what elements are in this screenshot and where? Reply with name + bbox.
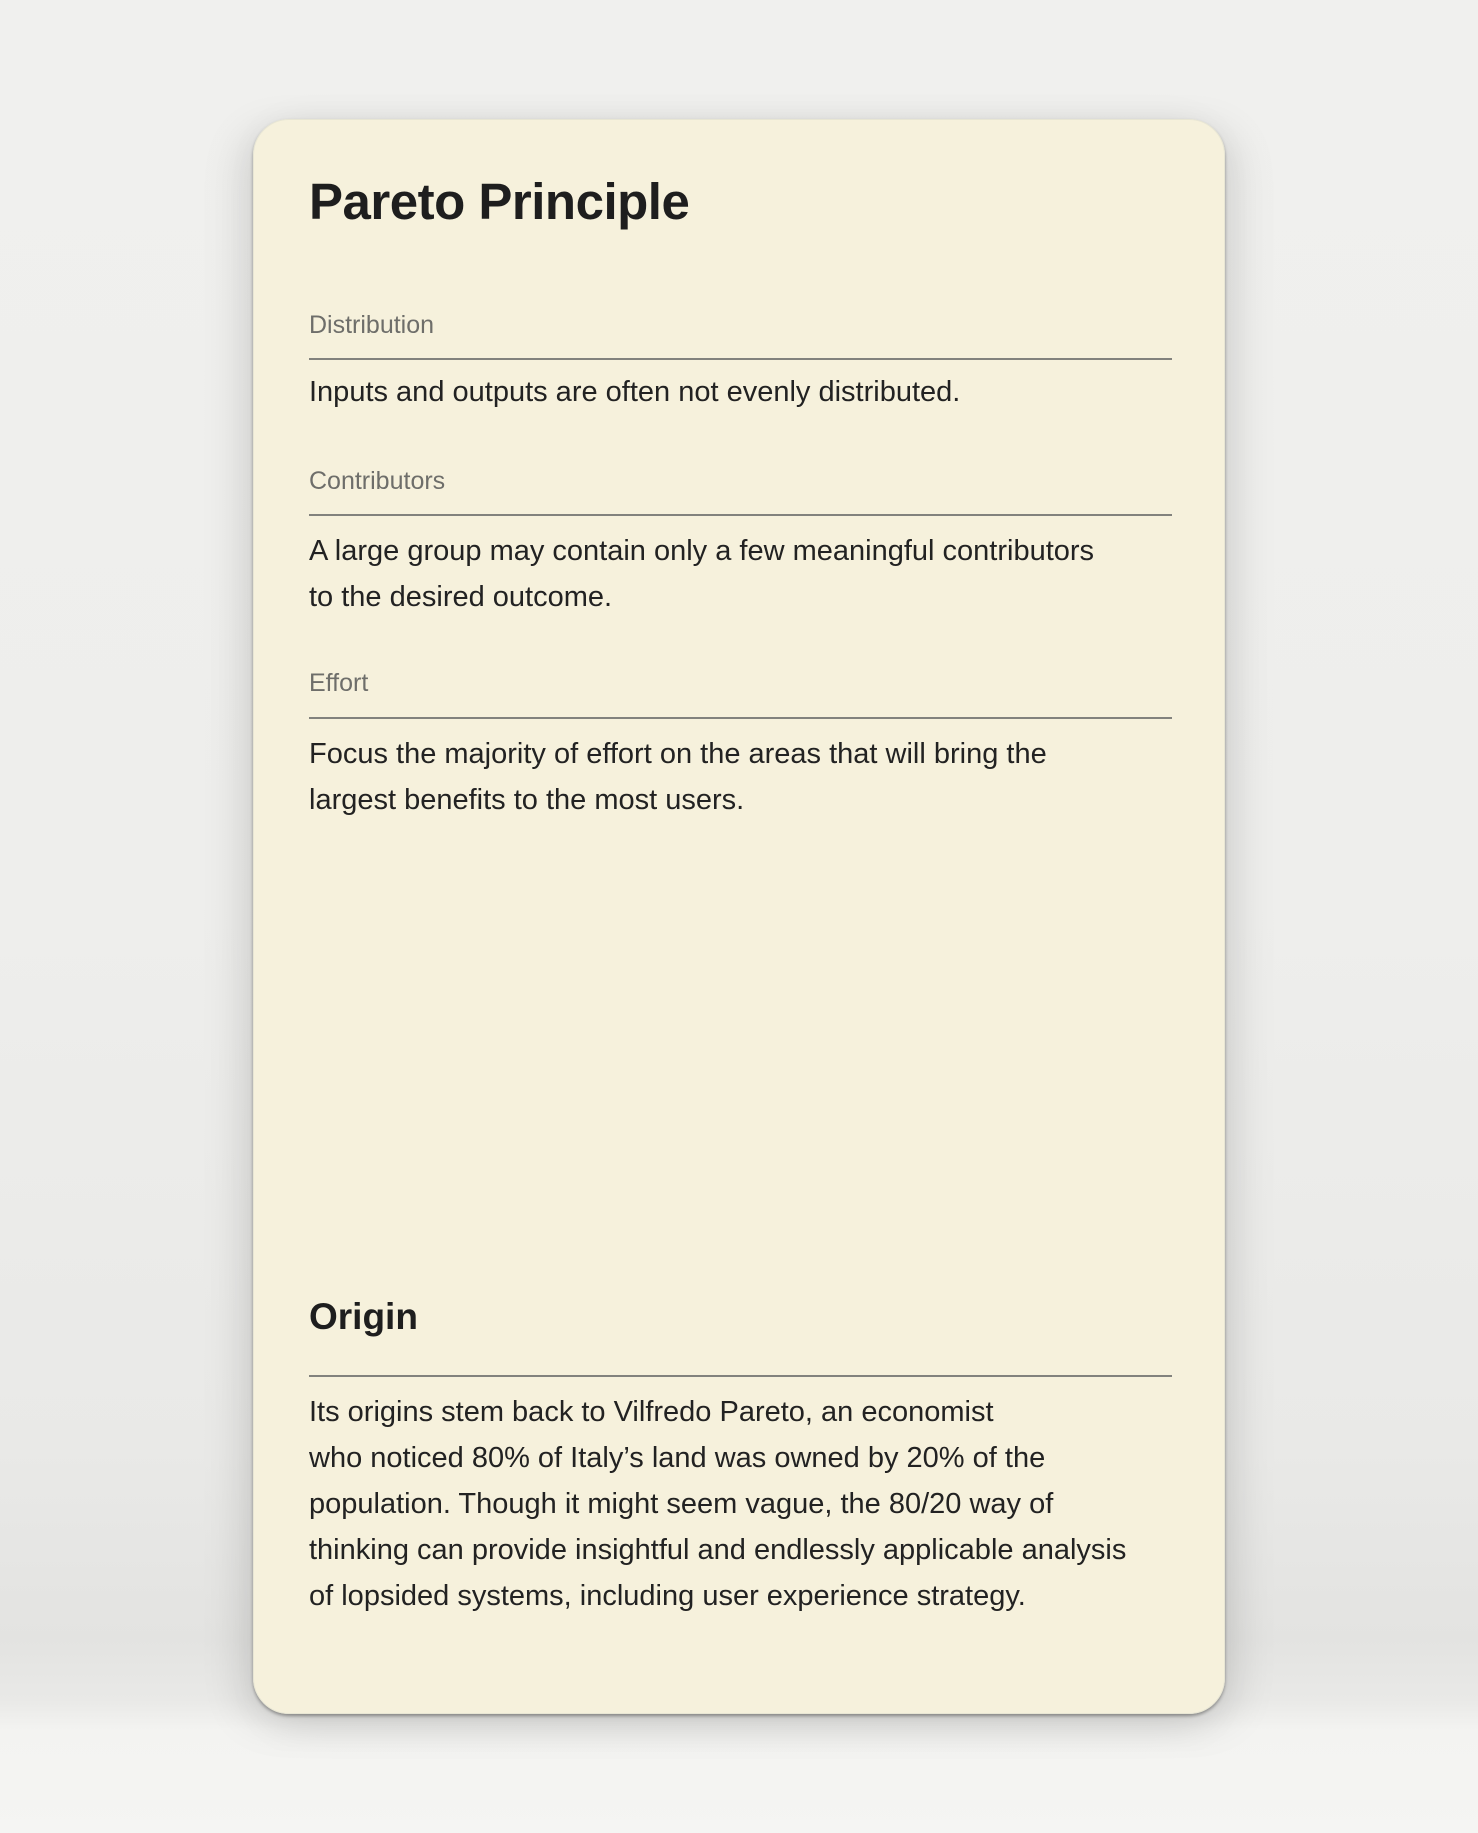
body-line: Focus the majority of effort on the areas that will bring the [309, 738, 1047, 770]
origin-body [309, 1389, 1172, 1619]
principle-card [253, 119, 1225, 1714]
section-divider [309, 717, 1172, 719]
card-title: Pareto Principle [309, 173, 690, 230]
body-line: to the desired outcome. [309, 581, 613, 613]
body-line: of lopsided systems, including user experience strategy. [309, 1580, 1026, 1612]
section-label: Contributors [309, 467, 446, 495]
origin-heading: Origin [309, 1296, 418, 1337]
section-body [309, 528, 1172, 620]
section-body [309, 731, 1172, 823]
section-body [309, 369, 1172, 415]
body-line: Inputs and outputs are often not evenly distributed. [309, 376, 961, 408]
body-line: largest benefits to the most users. [309, 784, 745, 816]
section-label: Distribution [309, 311, 435, 339]
body-line: population. Though it might seem vague, the 80/20 way of [309, 1488, 1054, 1520]
body-line: Its origins stem back to Vilfredo Pareto, an economist [309, 1396, 994, 1428]
body-line: A large group may contain only a few meaningful contributors [309, 535, 1095, 567]
origin-divider [309, 1375, 1172, 1377]
body-line: thinking can provide insightful and endlessly applicable analysis [309, 1534, 1127, 1566]
section-divider [309, 514, 1172, 516]
section-divider [309, 358, 1172, 360]
body-line: who noticed 80% of Italy’s land was owned by 20% of the [309, 1442, 1046, 1474]
section-label: Effort [309, 669, 369, 697]
